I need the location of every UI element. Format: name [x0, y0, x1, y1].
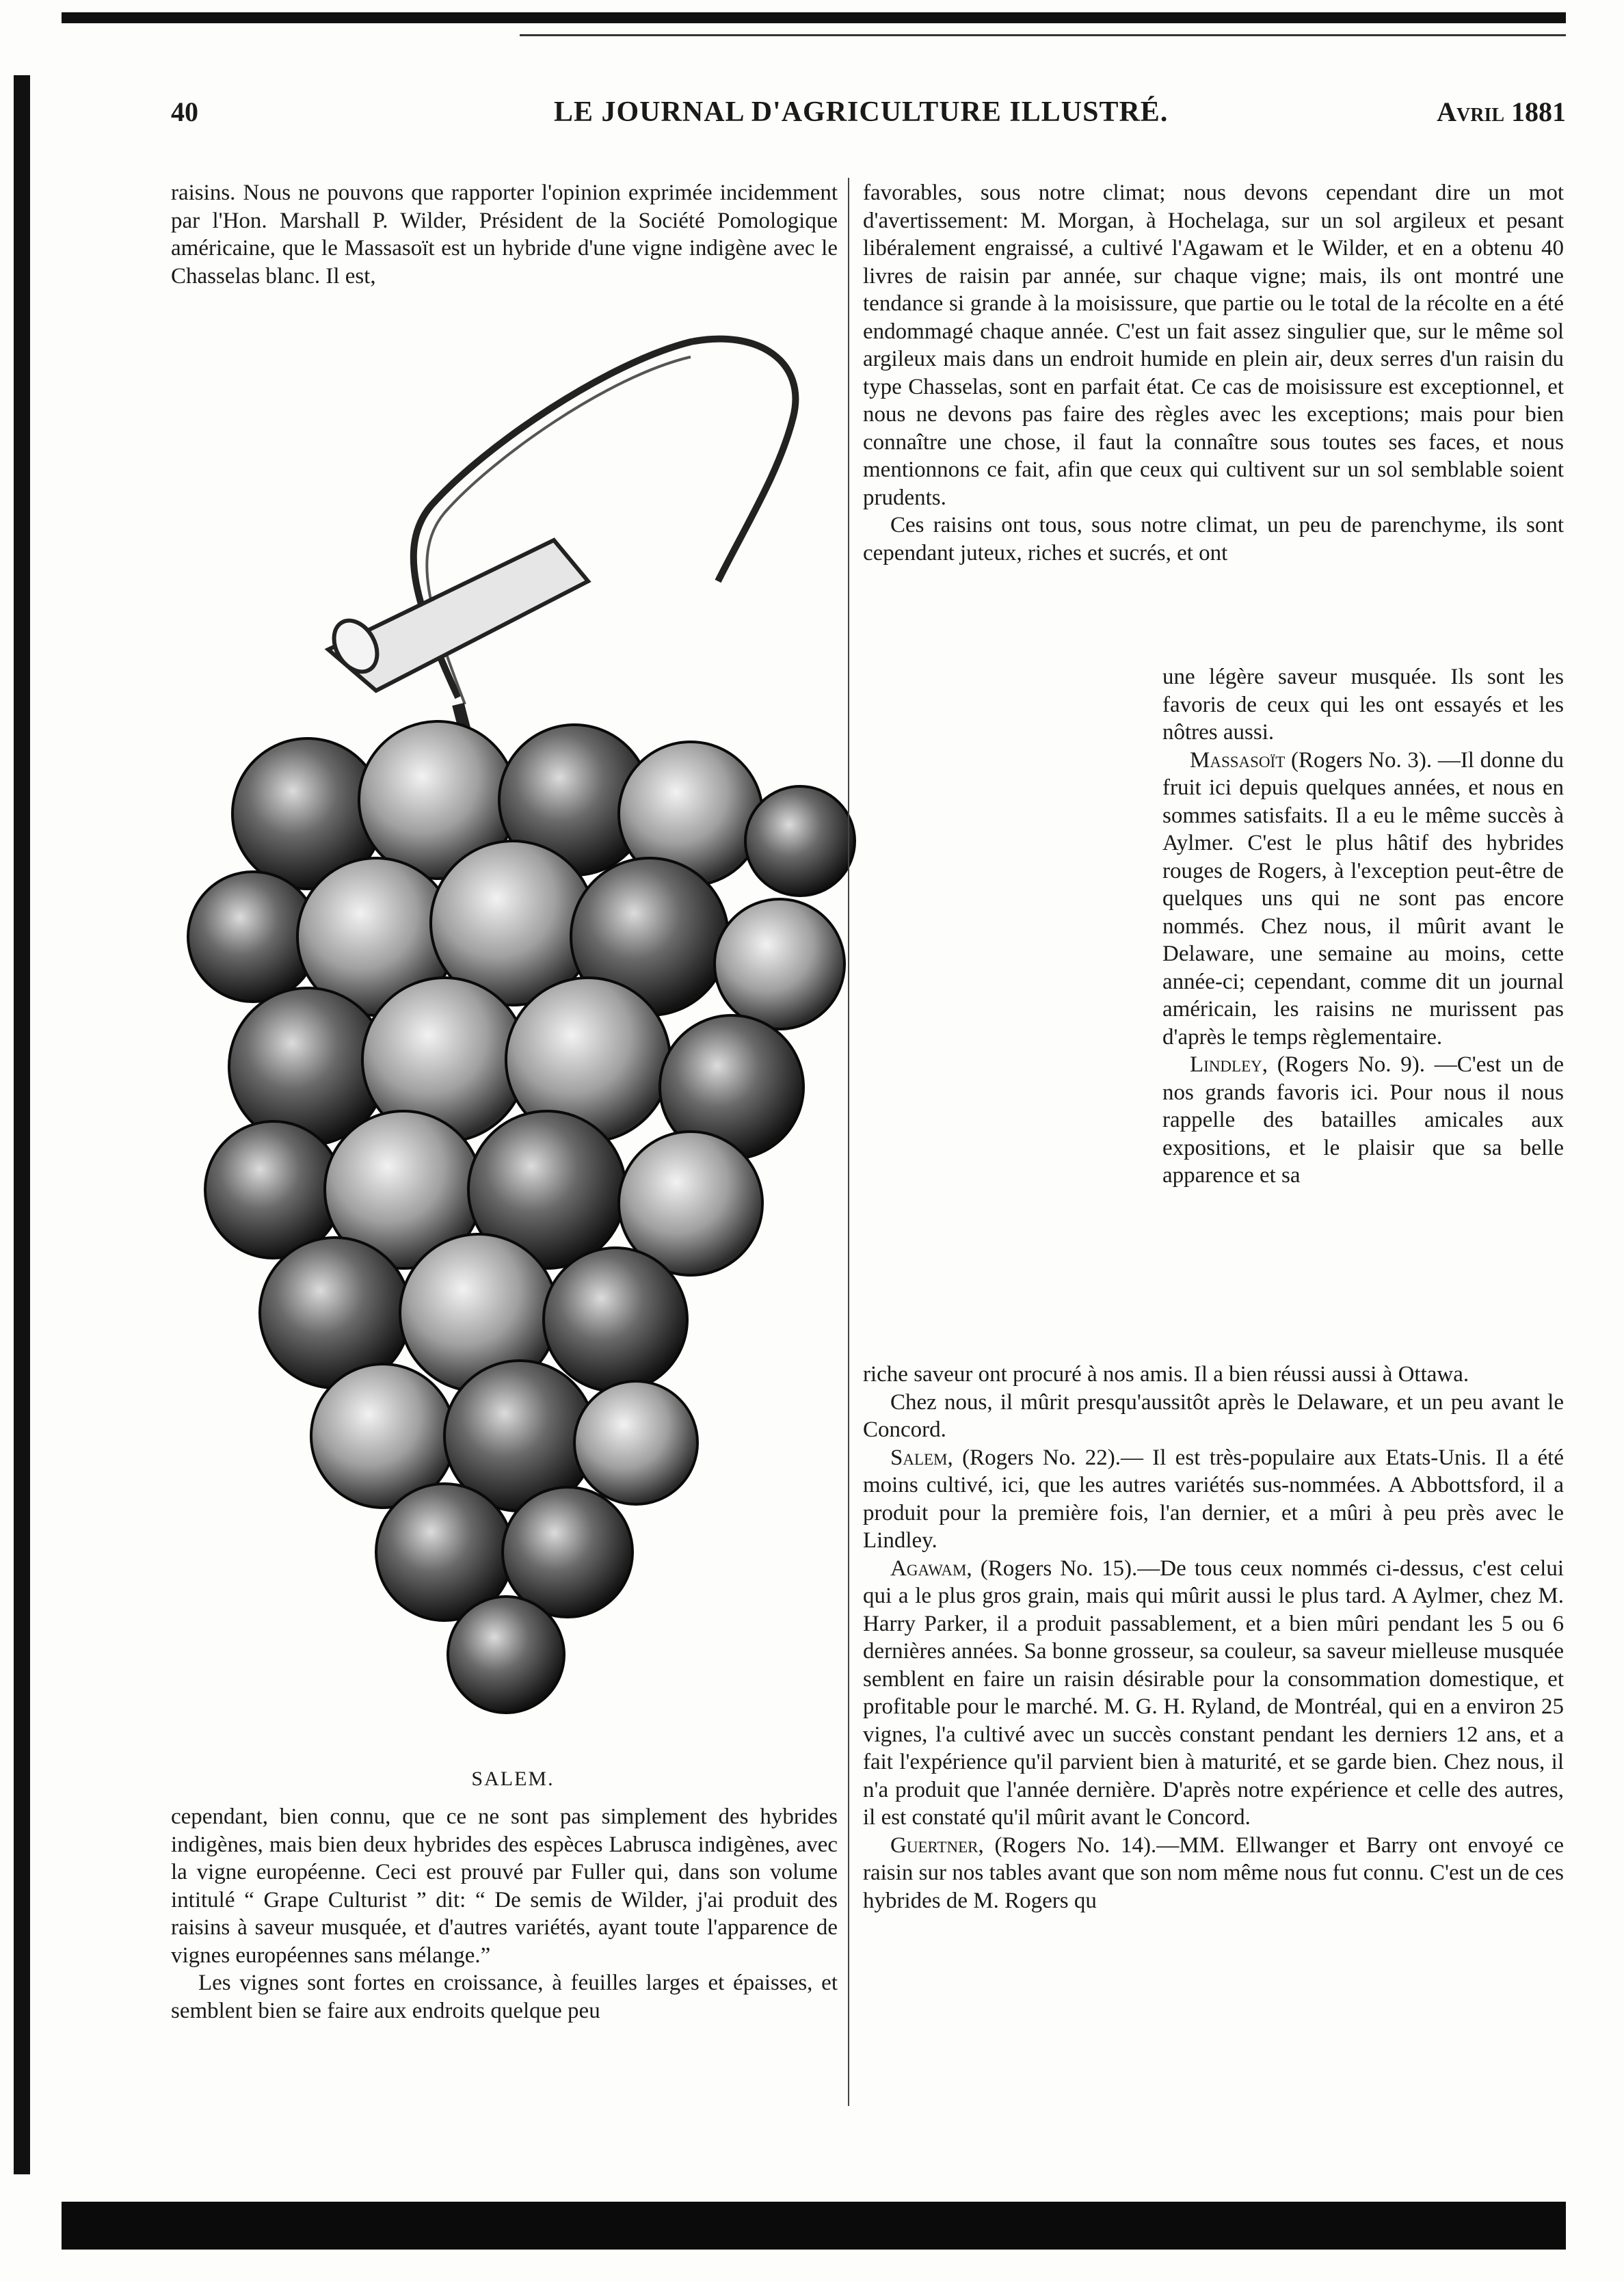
right-paragraph-1: favorables, sous notre climat; nous devons cependant dire un mot d'avertissement: M. Morgan, à Hochelaga, sur un sol argileux et pesant libéralement engraissé, a cultivé l'Agawam et le Wilder, et en a obtenu 40 livres de raisin par année, sur chaque vigne; mais, ils ont montré une tendance si grande à la moisissure, que partie ou le total de la récolte en a été endommagé chaque année. C'est un fait assez singulier que, sur le même sol argileux mais dans un endroit humide en plein air, deux serres d'un raisin du type Chasselas, sont en parfait état. Ce cas de moisissure est exceptionnel, et nous ne devons pas faire des règles avec les exceptions; mais pour bien connaître une chose, il faut la connaître sous toutes ses faces, et nous mentionnons ce fait, afin que ceux qui cultivent sur un sol semblable soient prudents.: [863, 181, 1564, 510]
salem-text: (Rogers No. 22).— Il est très-populaire aux Etats-Unis. Il a été moins cultivé, ici, que les autres variétés sus-nommées. A Abbottsford, il a produit pour la première fois, l'an dernier, et a mûri à peu près avec le Lindley.: [863, 1445, 1564, 1553]
lindley-text-b: riche saveur ont procuré à nos amis. Il a bien réussi aussi à Ottawa.: [863, 1362, 1469, 1387]
massasoit-paragraph: [1162, 747, 1564, 1052]
top-rule: [520, 34, 1566, 36]
column-divider: [848, 178, 849, 2106]
goethe-name: Guertner,: [890, 1832, 984, 1858]
lindley-paragraph: [1162, 1051, 1564, 1190]
salem-name: Salem,: [890, 1445, 953, 1470]
left-margin-rule: [14, 75, 30, 2174]
goethe-text: (Rogers No. 14).—MM. Ellwanger et Barry ont envoyé ce raisin sur nos tables avant que son nom même nous fut connu. C'est un de ces hybrides de M. Rogers qu: [863, 1832, 1564, 1913]
right-paragraph-2b: une légère saveur musquée. Ils sont les favoris de ceux qui les ont essayés et les nôtres aussi.: [1162, 665, 1564, 745]
agawam-name: Agawam,: [890, 1556, 972, 1581]
agawam-paragraph: [863, 1555, 1564, 1832]
left-bottom-paragraph-1: cependant, bien connu, que ce ne sont pas simplement des hybrides indigènes, mais bien deux hybrides des espèces Labrusca indigènes, avec la vigne européenne. Ceci est prouvé par Fuller qui, dans son volume intitulé “ Grape Culturist ” dit: “ De semis de Wilder, j'ai produit des raisins à saveur musquée, et d'autres variétés, ayant toute l'apparence de vignes européennes sans mélange.”: [171, 1804, 838, 1968]
goethe-paragraph: [863, 1832, 1564, 1915]
salem-grape-illustration: [171, 321, 862, 1723]
right-column-top: [863, 179, 1564, 567]
right-paragraph-2a: Ces raisins ont tous, sous notre climat, un peu de parenchyme, ils sont cependant juteux, riches et sucrés, et ont: [863, 513, 1564, 565]
bottom-border-bar: [62, 2202, 1566, 2250]
left-bottom-paragraph-2: Les vignes sont fortes en croissance, à feuilles larges et épaisses, et semblent bien se faire aux endroits quelque peu: [171, 1971, 838, 2023]
right-column-bottom: [863, 1361, 1564, 1915]
massasoit-text: (Rogers No. 3). —Il donne du fruit ici depuis quelques années, et nous en sommes satisfaits. Il a eu le même succès à Aylmer. C'est le plus hâtif des hybrides rouges de Rogers, à l'exception peut-être de quelques uns qui ne sont pas encore nommés. Chez nous, il mûrit avant le Delaware, une semaine au moins, cette année-ci; cependant, comme dit un journal américain, les raisins ne murissent pas d'après le temps règlementaire.: [1162, 747, 1564, 1050]
left-top-paragraph: raisins. Nous ne pouvons que rapporter l'opinion exprimée incidemment par l'Hon. Marshall P. Wilder, Président de la Société Pomologique américaine, que le Massasoït est un hybride d'une vigne indigène avec le Chasselas blanc. Il est,: [171, 181, 838, 289]
top-border-bar: [62, 12, 1566, 23]
issue-date: Avril 1881: [1437, 96, 1566, 127]
page-number: 40: [171, 96, 198, 127]
page-header: [171, 89, 1566, 150]
left-column-bottom: [171, 1803, 838, 2025]
right-column-narrow: [1162, 663, 1564, 1190]
lindley-text-a: (Rogers No. 9). —C'est un de nos grands favoris ici. Pour nous il nous rappelle des batailles amicales aux expositions, et le plaisir que sa belle apparence et sa: [1162, 1052, 1564, 1188]
chez-nous-paragraph: Chez nous, il mûrit presqu'aussitôt après le Delaware, et un peu avant le Concord.: [863, 1389, 1564, 1442]
figure-caption: SALEM.: [471, 1768, 555, 1790]
agawam-text: (Rogers No. 15).—De tous ceux nommés ci-dessus, c'est celui qui a le plus gros grain, mais qui mûrit aussi le plus tard. A Aylmer, chez M. Harry Parker, il a produit passablement, et a bien mûri pendant les 5 ou 6 dernières années. Sa bonne grosseur, sa couleur, sa saveur mielleuse musquée semblent en faire un raisin désirable pour la consommation domestique, et profitable pour le marché. M. G. H. Ryland, de Montréal, qui en a environ 25 vignes, l'a cultivé avec un succès constant pendant les derniers 12 ans, et a fait l'expérience qu'il parvient bien à maturité, et se garde bien. Chez nous, il n'a produit que l'année dernière. D'après notre expérience et celle des autres, il est constaté qu'il mûrit avant le Concord.: [863, 1556, 1564, 1830]
left-column-top: [171, 179, 838, 290]
journal-title: LE JOURNAL D'AGRICULTURE ILLUSTRÉ.: [554, 96, 1169, 128]
lindley-name: Lindley,: [1190, 1052, 1268, 1077]
salem-paragraph: [863, 1444, 1564, 1555]
massasoit-name: Massasoït: [1190, 747, 1286, 773]
